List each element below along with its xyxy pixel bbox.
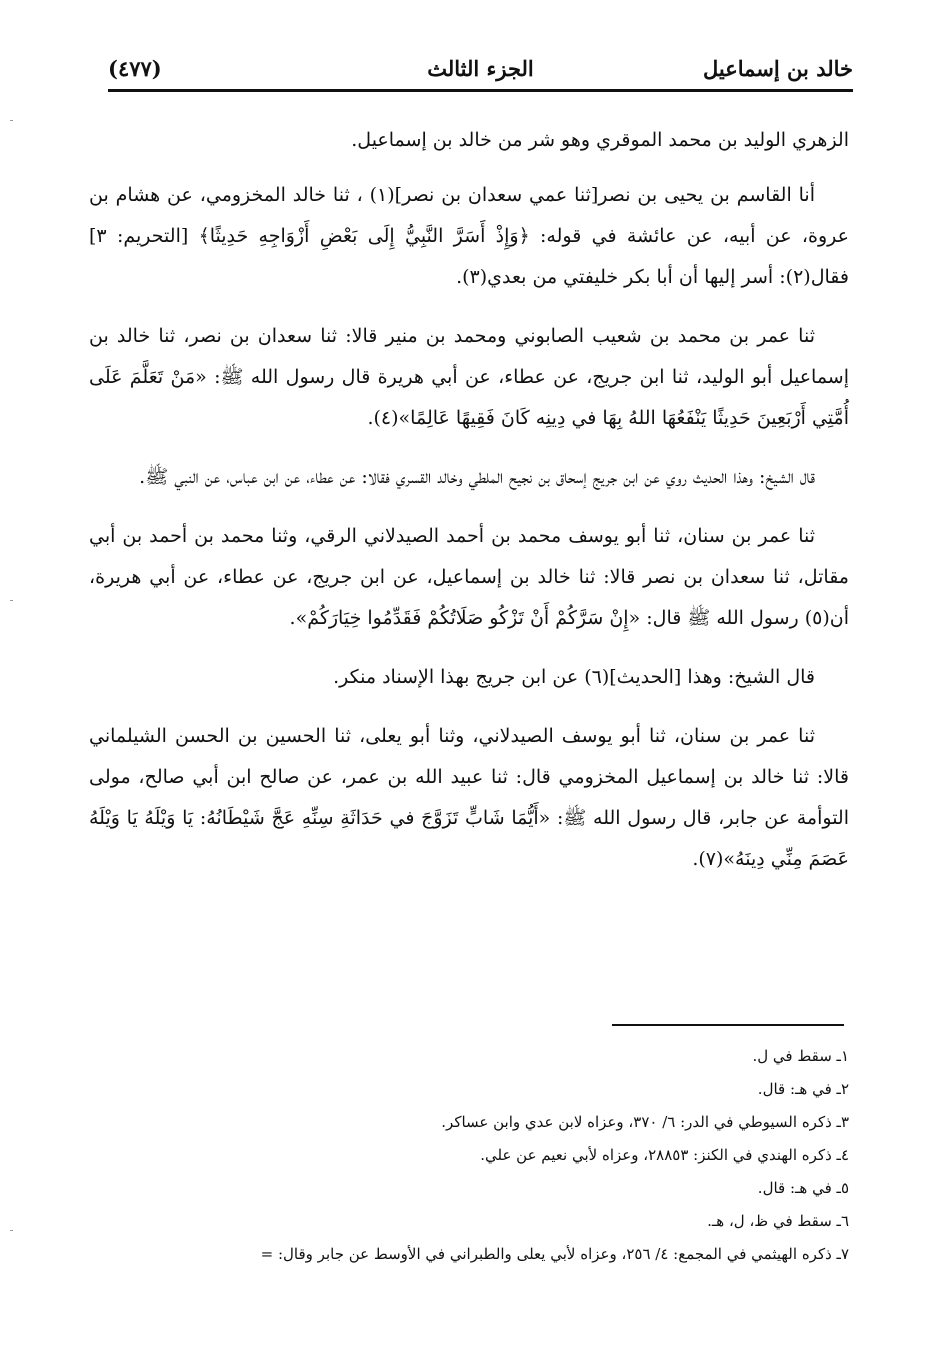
main-text (89, 120, 849, 898)
paragraph-3: ثنا عمر بن محمد بن شعيب الصابوني ومحمد بن منير قالا: ثنا سعدان بن نصر، ثنا خالد بن إسماعيل أبو الوليد، ثنا ابن جريج، عن عطاء، عن أبي هريرة قال رسول الله ﷺ: «مَنْ تَعَلَّمَ عَلَى أُمَّتِي أَرْبَعِينَ حَدِيثًا يَنْفَعُهَا اللهُ بِهَا في دِينِه كَانَ فَقِيهًا عَالِمًا»(٤). (89, 325, 849, 429)
footnote-1: ١ـ سقط في ل. (752, 1047, 849, 1065)
footnotes (89, 1040, 849, 1271)
paragraph-6: قال الشيخ: وهذا [الحديث](٦) عن ابن جريج بهذا الإسناد منكر. (333, 666, 815, 688)
footnote-separator (612, 1024, 844, 1026)
footnote-5: ٥ـ في هـ: قال. (757, 1179, 849, 1197)
header-part-title: الجزء الثالث (427, 56, 534, 81)
margin-mark (10, 120, 13, 121)
running-header (108, 52, 853, 88)
margin-mark (10, 1230, 13, 1231)
header-page-number: (٤٧٧) (108, 56, 162, 81)
footnote-3: ٣ـ ذكره السيوطي في الدر: ٦/ ٣٧٠، وعزاه لابن عدي وابن عساكر. (441, 1113, 849, 1131)
paragraph-5: ثنا عمر بن سنان، ثنا أبو يوسف محمد بن أحمد الصيدلاني الرقي، وثنا محمد بن أحمد بن أبي مقاتل، ثنا سعدان بن نصر قالا: ثنا خالد بن إسماعيل، عن ابن جريج، عن عطاء، عن أبي هريرة، أن(٥) رسول الله ﷺ قال: «إِنْ سَرَّكُمْ أَنْ تَزْكُو صَلَاتُكُمْ فَقَدِّمُوا خِيَارَكُمْ». (89, 525, 849, 629)
footnote-2: ٢ـ في هـ: قال. (757, 1080, 849, 1098)
header-book-title: خالد بن إسماعيل (703, 56, 853, 81)
paragraph-7: ثنا عمر بن سنان، ثنا أبو يوسف الصيدلاني، وثنا أبو يعلى، ثنا الحسين بن الحسن الشيلماني قالا: ثنا خالد بن إسماعيل المخزومي قال: ثنا عبيد الله بن عمر، عن صالح ابن أبي صالح، مولى التوأمة عن جابر، قال رسول الله ﷺ: «أَيُّمَا شَابٍّ تَزَوَّجَ في حَدَاثَةِ سِنِّهِ عَجَّ شَيْطَانُهُ: يَا وَيْلَهُ يَا وَيْلَهُ عَصَمَ مِنِّي دِينَهُ»(٧). (89, 725, 849, 870)
footnote-7: ٧ـ ذكره الهيثمي في المجمع: ٤/ ٢٥٦، وعزاه لأبي يعلى والطبراني في الأوسط عن جابر وقال: = (260, 1245, 849, 1263)
paragraph-4: قال الشيخ: وهذا الحديث روي عن ابن جريج إسحاق بن نجيح الملطي وخالد القسري فقالا: عن عطاء، عن ابن عباس، عن النبي ﷺ. (139, 466, 815, 488)
footnote-4: ٤ـ ذكره الهندي في الكنز: ٢٨٨٥٣، وعزاه لأبي نعيم عن علي. (480, 1146, 849, 1164)
paragraph-1: الزهري الوليد بن محمد الموقري وهو شر من خالد بن إسماعيل. (351, 129, 849, 151)
header-divider (108, 89, 853, 92)
paragraph-2: أنا القاسم بن يحيى بن نصر[ثنا عمي سعدان بن نصر](١) ، ثنا خالد المخزومي، عن هشام بن عروة، عن أبيه، عن عائشة في قوله: ﴿وَإِذْ أَسَرَّ النَّبِيُّ إِلَى بَعْضِ أَزْوَاجِهِ حَدِيثًا﴾ [التحريم: ٣] فقال(٢): أسر إليها أن أبا بكر خليفتي من بعدي(٣). (89, 184, 849, 288)
margin-mark (10, 600, 13, 601)
footnote-6: ٦ـ سقط في ظ، ل، هـ. (707, 1212, 849, 1230)
